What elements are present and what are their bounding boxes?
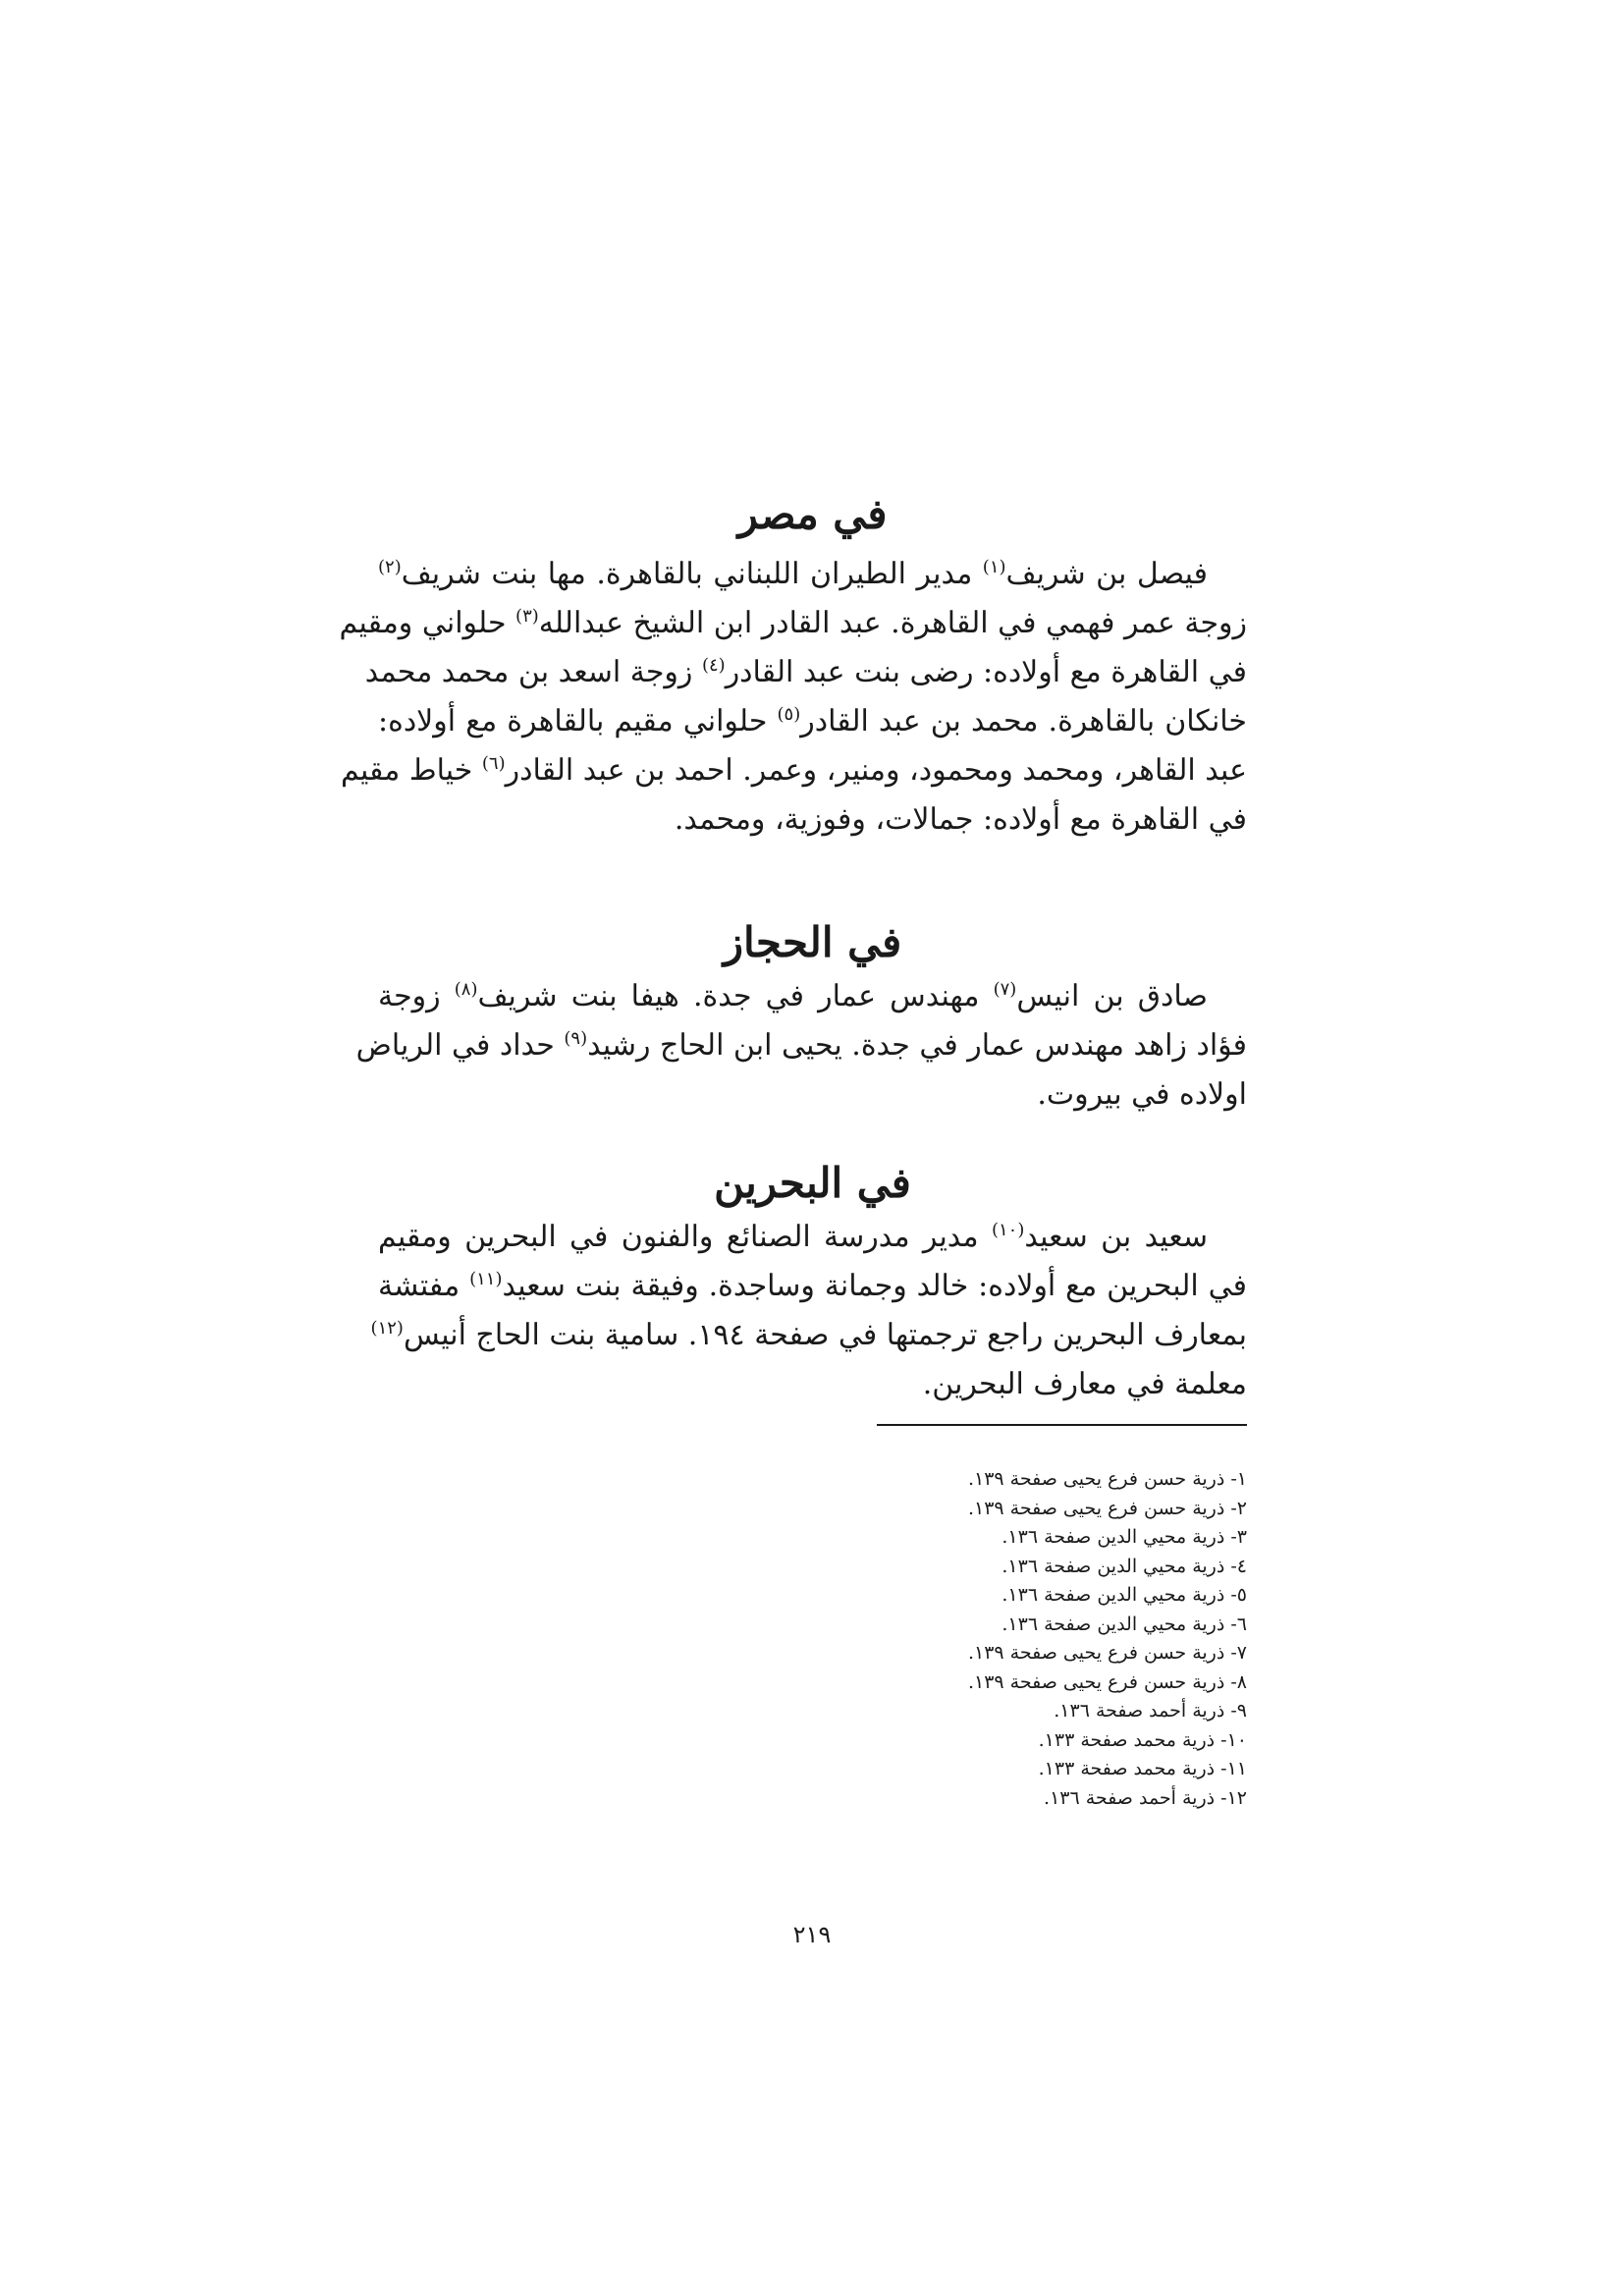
text-line: سعيد بن سعيد$^{(١٠)}$ مدير مدرسة الصنائع والفنون في البحرين ومقيم <box>378 1220 1209 1254</box>
section-heading-hejaz: في الحجاز <box>723 918 902 966</box>
text-line: اولاده في بيروت. <box>1037 1077 1247 1112</box>
text-line: في القاهرة مع أولاده: جمالات، وفوزية، ومحمد. <box>674 802 1247 837</box>
footnote-ref[interactable]: (٦) <box>481 753 506 774</box>
text-line: فيصل بن شريف$^{(١)}$ مدير الطيران اللبناني بالقاهرة. مها بنت شريف$^{(٢)}$ <box>378 557 1208 591</box>
section-paragraph-hejaz <box>355 972 1247 1120</box>
footnote-item: ٥- ذرية محيي الدين صفحة ١٣٦. <box>1001 1584 1247 1606</box>
footnote-ref[interactable]: (١) <box>982 557 1006 577</box>
footnote-item: ٤- ذرية محيي الدين صفحة ١٣٦. <box>1001 1555 1247 1577</box>
footnote-separator <box>877 1424 1247 1426</box>
footnote-item: ١- ذرية حسن فرع يحيى صفحة ١٣٩. <box>967 1468 1247 1490</box>
text-line: زوجة عمر فهمي في القاهرة. عبد القادر ابن الشيخ عبدالله$^{(٣)}$ حلواني ومقيم <box>339 606 1247 640</box>
footnote-item: ١٢- ذرية أحمد صفحة ١٣٦. <box>1044 1786 1247 1809</box>
footnote-item: ٩- ذرية أحمد صفحة ١٣٦. <box>1054 1700 1247 1722</box>
section-paragraph-egypt <box>339 550 1247 845</box>
footnote-item: ٨- ذرية حسن فرع يحيى صفحة ١٣٩. <box>967 1670 1247 1693</box>
text-line: فؤاد زاهد مهندس عمار في جدة. يحيى ابن الحاج رشيد$^{(٩)}$ حداد في الرياض <box>355 1028 1247 1063</box>
section-heading-bahrain: في البحرين <box>714 1159 911 1207</box>
footnote-ref[interactable]: (١١) <box>469 1269 503 1289</box>
footnotes-list <box>869 1465 1247 1813</box>
footnote-item: ٣- ذرية محيي الدين صفحة ١٣٦. <box>1001 1526 1247 1548</box>
footnote-item: ١١- ذرية محمد صفحة ١٣٣. <box>1038 1758 1247 1779</box>
text-line: خانكان بالقاهرة. محمد بن عبد القادر$^{(٥)}$ حلواني مقيم بالقاهرة مع أولاده: <box>378 704 1247 738</box>
text-line: صادق بن انيس$^{(٧)}$ مهندس عمار في جدة. هيفا بنت شريف$^{(٨)}$ زوجة <box>378 979 1209 1013</box>
footnote-item: ١٠- ذرية محمد صفحة ١٣٣. <box>1038 1728 1247 1751</box>
text-line: بمعارف البحرين راجع ترجمتها في صفحة ١٩٤. سامية بنت الحاج أنيس$^{(١٢)}$ <box>370 1318 1247 1352</box>
footnote-ref[interactable]: (٧) <box>993 979 1017 1000</box>
section-paragraph-bahrain <box>370 1213 1248 1409</box>
text-line: معلمة في معارف البحرين. <box>922 1367 1247 1401</box>
section-heading-egypt: في مصر <box>737 490 888 538</box>
footnote-ref[interactable]: (٥) <box>777 704 801 725</box>
footnote-ref[interactable]: (٩) <box>564 1028 588 1049</box>
footnote-ref[interactable]: (١٠) <box>991 1220 1025 1240</box>
page-number: ٢١٩ <box>792 1921 832 1948</box>
footnote-item: ٢- ذرية حسن فرع يحيى صفحة ١٣٩. <box>967 1497 1247 1519</box>
text-line: في القاهرة مع أولاده: رضى بنت عبد القادر$^{(٤)}$ زوجة اسعد بن محمد محمد <box>364 655 1247 689</box>
footnote-ref[interactable]: (٢) <box>378 557 402 577</box>
text-line: في البحرين مع أولاده: خالد وجمانة وساجدة. وفيقة بنت سعيد$^{(١١)}$ مفتشة <box>378 1269 1248 1303</box>
footnote-ref[interactable]: (٣) <box>515 606 539 627</box>
footnote-ref[interactable]: (٤) <box>701 655 726 676</box>
text-line: عبد القاهر، ومحمد ومحمود، ومنير، وعمر. احمد بن عبد القادر$^{(٦)}$ خياط مقيم <box>341 753 1247 788</box>
footnote-item: ٧- ذرية حسن فرع يحيى صفحة ١٣٩. <box>967 1642 1247 1664</box>
footnote-ref[interactable]: (١٢) <box>370 1318 404 1339</box>
footnote-ref[interactable]: (٨) <box>454 979 478 1000</box>
footnote-item: ٦- ذرية محيي الدين صفحة ١٣٦. <box>1001 1613 1247 1635</box>
